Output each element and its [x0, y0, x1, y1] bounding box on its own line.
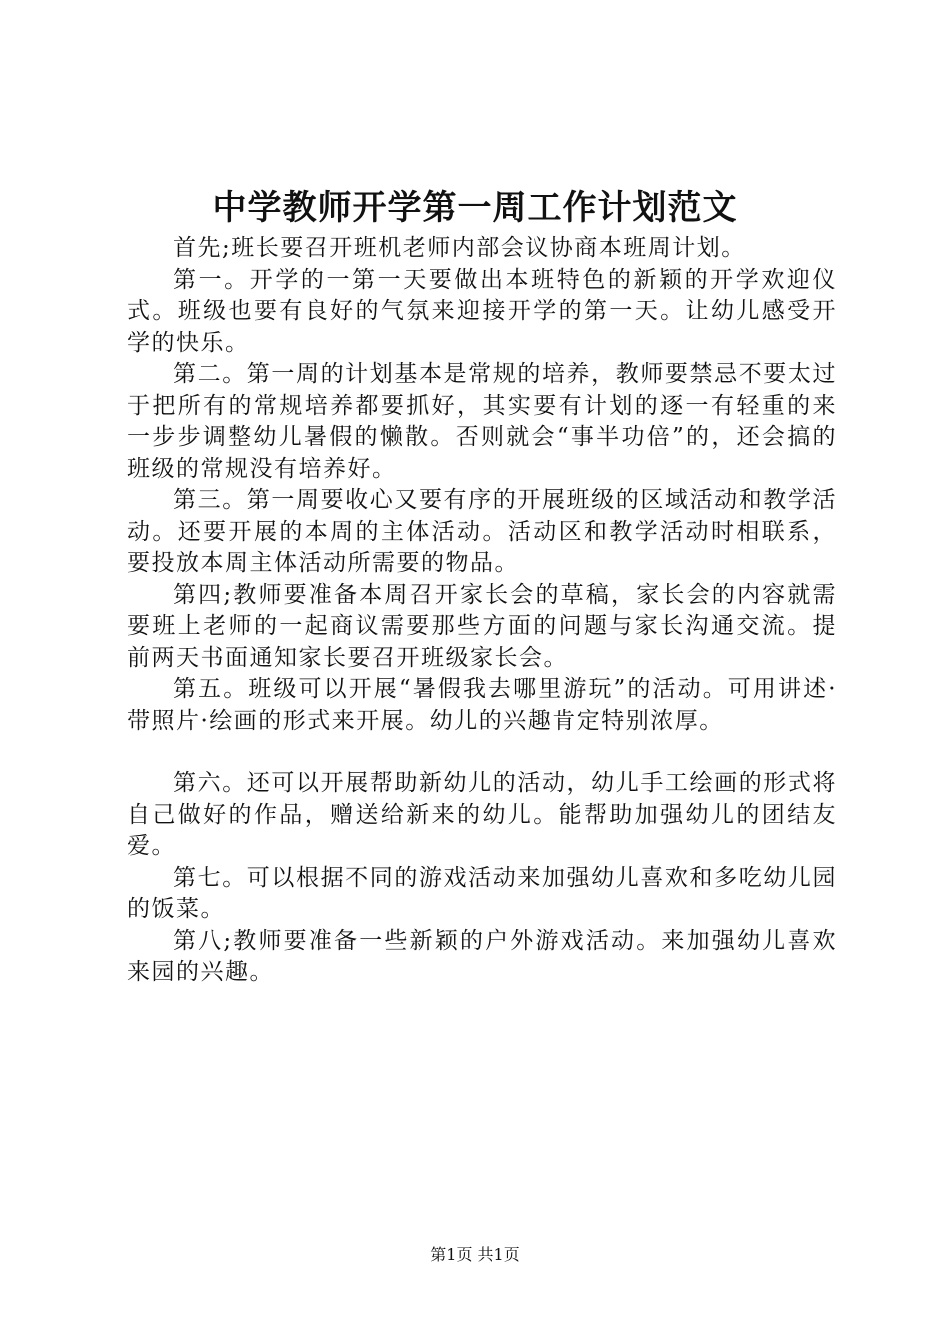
- paragraph-sixth: 第六。还可以开展帮助新幼儿的活动，幼儿手工绘画的形式将自己做好的作品，赠送给新来的幼儿。能帮助加强幼儿的团结友爱。: [127, 770, 837, 859]
- paragraph-first: 第一。开学的一第一天要做出本班特色的新颖的开学欢迎仪式。班级也要有良好的气氛来迎接开学的第一天。让幼儿感受开学的快乐。: [127, 266, 837, 356]
- paragraph-eighth: 第八;教师要准备一些新颖的户外游戏活动。来加强幼儿喜欢来园的兴趣。: [127, 927, 837, 985]
- page-number-footer: 第1页 共1页: [430, 1245, 520, 1264]
- paragraph-intro: 首先;班长要召开班机老师内部会议协商本班周计划。: [173, 235, 746, 261]
- paragraph-second: 第二。第一周的计划基本是常规的培养，教师要禁忌不要太过于把所有的常规培养都要抓好，其实要有计划的逐一有轻重的来一步步调整幼儿暑假的懒散。否则就会“事半功倍”的，还会搞的班级的常规没有培养好。: [127, 361, 837, 482]
- document-body: [127, 233, 837, 989]
- document-title: 中学教师开学第一周工作计划范文: [212, 188, 738, 228]
- paragraph-seventh: 第七。可以根据不同的游戏活动来加强幼儿喜欢和多吃幼儿园的饭菜。: [127, 864, 837, 922]
- paragraph-fifth: 第五。班级可以开展“暑假我去哪里游玩”的活动。可用讲述·带照片·绘画的形式来开展。幼儿的兴趣肯定特别浓厚。: [127, 676, 837, 734]
- paragraph-third: 第三。第一周要收心又要有序的开展班级的区域活动和教学活动。还要开展的本周的主体活动。活动区和教学活动时相联系，要投放本周主体活动所需要的物品。: [127, 487, 837, 576]
- paragraph-fourth: 第四;教师要准备本周召开家长会的草稿，家长会的内容就需要班上老师的一起商议需要那些方面的问题与家长沟通交流。提前两天书面通知家长要召开班级家长会。: [127, 581, 837, 671]
